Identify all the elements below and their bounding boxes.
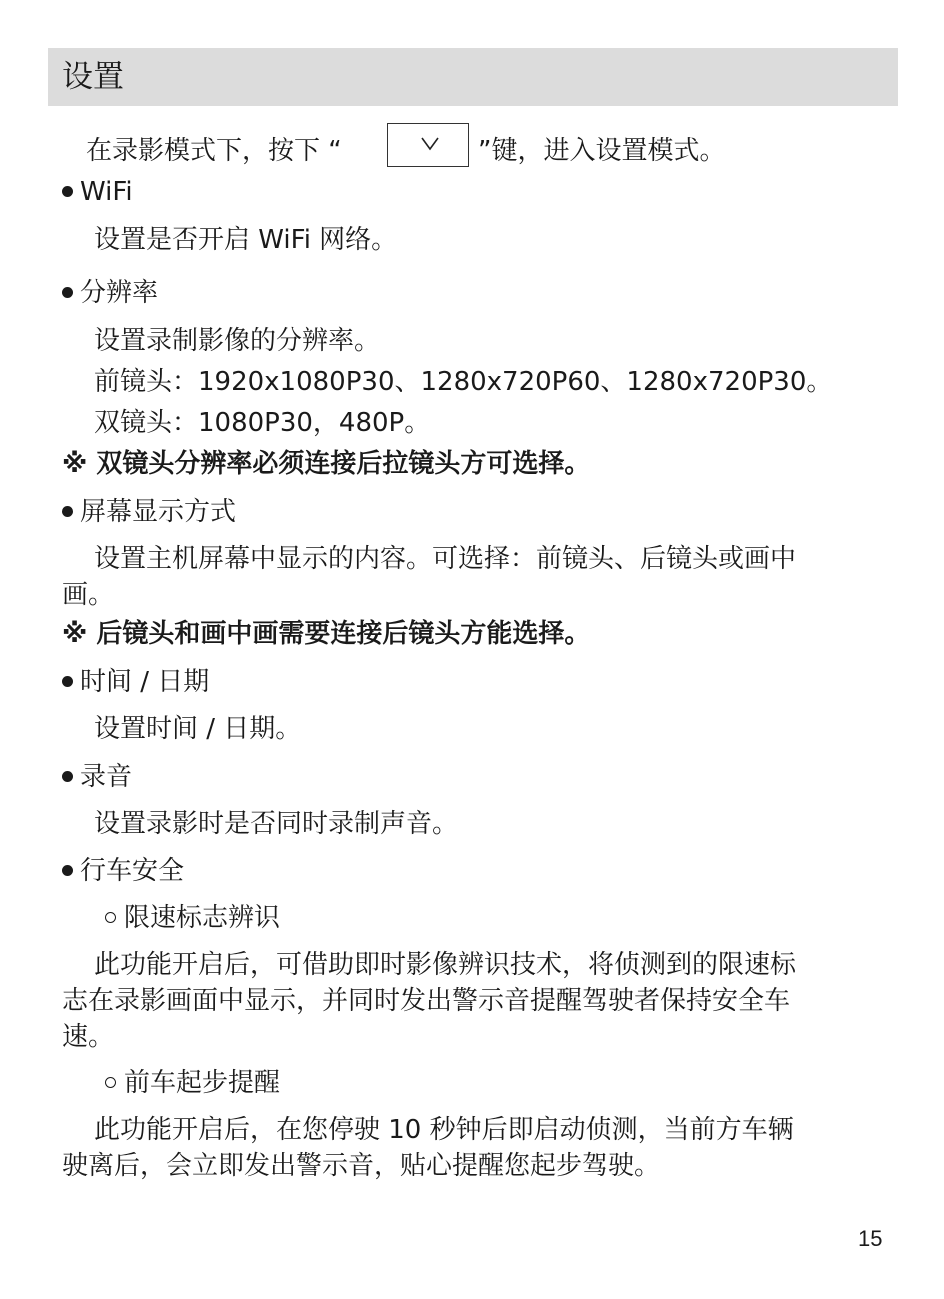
audio-title: 录音 [80,762,133,792]
speed-sign-line3: 速。 [62,1022,115,1052]
page-number: 15 [858,1226,883,1251]
wifi-title: WiFi [80,177,133,207]
resolution-desc: 设置录制影像的分辨率。 [94,326,381,356]
front-car-line1: 此功能开启后，在您停驶 10 秒钟后即启动侦测，当前方车辆 [94,1115,794,1145]
resolution-note: ※ 双镜头分辨率必须连接后拉镜头方可选择。 [62,449,591,479]
display-desc-line2: 画。 [62,580,115,610]
bullet-icon [62,771,73,782]
resolution-dual: 双镜头：1080P30，480P。 [94,408,431,438]
front-car-line2: 驶离后，会立即发出警示音，贴心提醒您起步驾驶。 [62,1151,661,1181]
datetime-title: 时间 / 日期 [80,667,210,697]
speed-sign-line1: 此功能开启后，可借助即时影像辨识技术，将侦测到的限速标 [94,950,797,980]
bullet-icon [62,506,73,517]
sub-bullet-icon [105,912,116,923]
audio-desc: 设置录影时是否同时录制声音。 [94,809,459,839]
speed-sign-line2: 志在录影画面中显示，并同时发出警示音提醒驾驶者保持安全车 [62,986,791,1016]
section-header [48,48,898,106]
front-car-title: 前车起步提醒 [124,1068,281,1098]
safety-title: 行车安全 [80,856,185,886]
speed-sign-title: 限速标志辨识 [124,903,281,933]
bullet-icon [62,287,73,298]
sub-bullet-icon [105,1077,116,1088]
wifi-desc: 设置是否开启 WiFi 网络。 [94,225,398,255]
chevron-down-icon [421,137,439,151]
bullet-icon [62,186,73,197]
page-title: 设置 [62,59,124,95]
resolution-title: 分辨率 [80,278,159,308]
display-desc-line1: 设置主机屏幕中显示的内容。可选择：前镜头、后镜头或画中 [94,544,797,574]
intro-text-after-key: ”键，进入设置模式。 [478,136,726,166]
display-note: ※ 后镜头和画中画需要连接后镜头方能选择。 [62,619,591,649]
datetime-desc: 设置时间 / 日期。 [94,714,302,744]
bullet-icon [62,865,73,876]
resolution-front: 前镜头：1920x1080P30、1280x720P60、1280x720P30。 [94,367,833,397]
bullet-icon [62,676,73,687]
display-title: 屏幕显示方式 [80,497,237,527]
down-key-symbol [387,123,469,167]
intro-text-before-key: 在录影模式下，按下 “ [86,136,342,166]
